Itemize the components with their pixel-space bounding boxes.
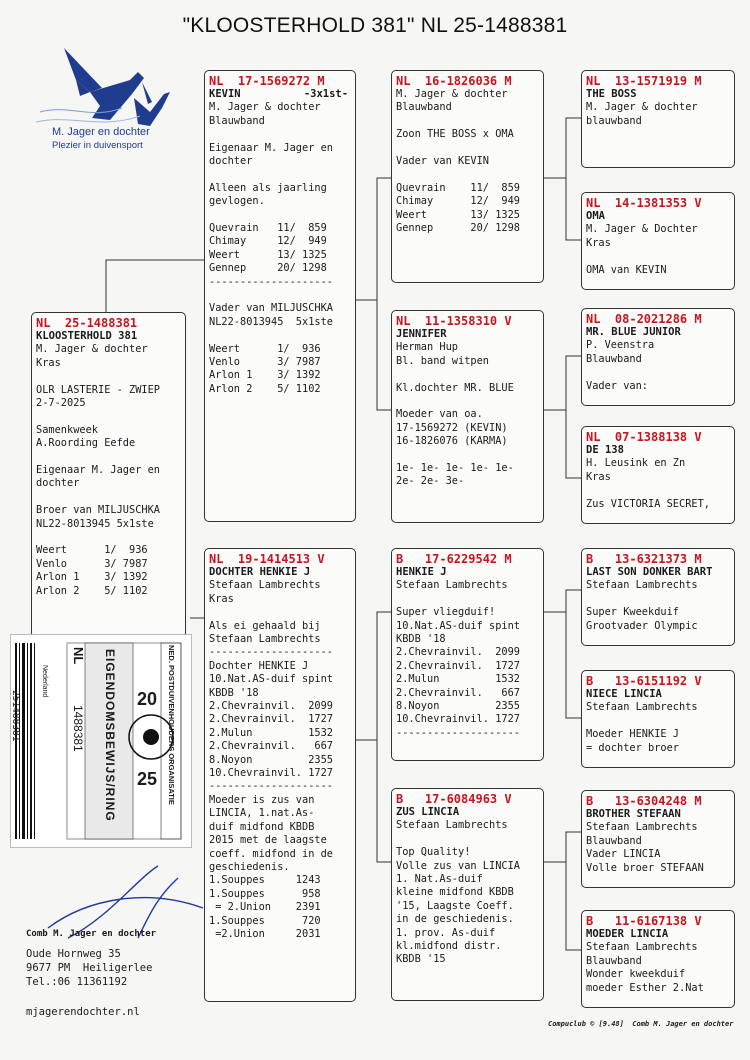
detail-line bbox=[396, 115, 539, 128]
detail-line bbox=[209, 606, 351, 619]
sire-card bbox=[204, 70, 356, 522]
detail-line: LINCIA, 1.nat.As- bbox=[209, 807, 315, 820]
detail-line: Samenkweek bbox=[36, 423, 98, 436]
pigeon-name: KEVIN -3x1st- bbox=[209, 88, 349, 100]
detail-line: 10.Nat.AS-duif spint bbox=[209, 673, 333, 686]
detail-line: = 2.Union 2391 bbox=[209, 901, 321, 914]
website-link[interactable]: mjagerendochter.nl bbox=[26, 1006, 140, 1018]
detail-line bbox=[396, 168, 539, 181]
detail-line: 1. Nat.As-duif bbox=[396, 873, 483, 886]
detail-line: Arlon 2 5/ 1102 bbox=[209, 382, 321, 395]
detail-line: Quevrain 11/ 859 bbox=[209, 222, 327, 235]
pigeon-name: MR. BLUE JUNIOR bbox=[586, 326, 681, 338]
card-year-right: 25 bbox=[137, 769, 158, 789]
footer-credit: Compuclub © [9.48] Comb M. Jager en dochter bbox=[548, 1020, 734, 1028]
detail-line: dochter bbox=[209, 155, 253, 168]
detail-line: Weert 13/ 1325 bbox=[209, 248, 327, 261]
detail-line: 1.Souppes 1243 bbox=[209, 874, 321, 887]
signature-icon bbox=[28, 858, 218, 958]
detail-line bbox=[396, 395, 539, 408]
detail-line: geschiedenis. bbox=[209, 860, 290, 873]
ring-number: NL 14-1381353 V bbox=[586, 196, 702, 210]
subject-card bbox=[31, 312, 186, 638]
subject-ring: NL 25-1488381 bbox=[36, 316, 138, 330]
detail-line bbox=[586, 593, 730, 606]
detail-line: 1.Souppes 720 bbox=[209, 914, 321, 927]
detail-line: A.Roording Eefde bbox=[36, 437, 136, 450]
detail-line: kl.midfond distr. bbox=[396, 940, 502, 953]
detail-line: duif midfond KBDB bbox=[209, 820, 315, 833]
detail-line: Stefaan Lambrechts bbox=[586, 821, 698, 834]
pigeon-name: HENKIE J bbox=[396, 566, 447, 578]
detail-line: Eigenaar M. Jager en bbox=[36, 464, 160, 477]
detail-line: 17-1569272 (KEVIN) bbox=[396, 421, 508, 434]
card-title: EIGENDOMSBEWIJS/RING bbox=[103, 649, 117, 822]
detail-line: Kras bbox=[586, 236, 611, 249]
detail-line bbox=[36, 451, 181, 464]
detail-line: Gennep 20/ 1298 bbox=[209, 262, 327, 275]
detail-line: 10.Chevrainvil. 1727 bbox=[209, 767, 333, 780]
logo-line1: M. Jager en dochter bbox=[52, 126, 150, 138]
detail-line: Stefaan Lambrechts bbox=[209, 633, 321, 646]
detail-line: blauwband bbox=[586, 114, 642, 127]
detail-line: Zoon THE BOSS x OMA bbox=[396, 128, 514, 141]
detail-line: Blauwband bbox=[396, 101, 452, 114]
pigeon-name: NIECE LINCIA bbox=[586, 688, 662, 700]
card-ring-number: 1488381 bbox=[71, 705, 85, 752]
detail-line: Blauwband bbox=[586, 834, 642, 847]
detail-line: Stefaan Lambrechts bbox=[586, 579, 698, 592]
detail-line: Venlo 3/ 7987 bbox=[209, 356, 321, 369]
detail-line: -------------------- bbox=[209, 646, 333, 659]
detail-line: coeff. midfond in de bbox=[209, 847, 333, 860]
detail-line: Gennep 20/ 1298 bbox=[396, 222, 520, 235]
ring-number: NL 13-1571919 M bbox=[586, 74, 702, 88]
detail-line: NL22-8013945 5x1ste bbox=[209, 315, 333, 328]
detail-line: Kl.dochter MR. BLUE bbox=[396, 381, 514, 394]
ring-number: NL 17-1569272 M bbox=[209, 74, 325, 88]
pigeon-name: JENNIFER bbox=[396, 328, 447, 340]
detail-line: 1.Souppes 958 bbox=[209, 887, 321, 900]
ggp-card-2 bbox=[581, 192, 735, 290]
card-full-number: 25148838​1 bbox=[10, 690, 21, 742]
detail-line: Super Kweekduif bbox=[586, 606, 679, 619]
detail-line: Top Quality! bbox=[396, 846, 471, 859]
detail-line: Super vliegduif! bbox=[396, 606, 496, 619]
detail-line: OLR LASTERIE - ZWIEP bbox=[36, 383, 160, 396]
detail-line: Moeder van oa. bbox=[396, 408, 483, 421]
ggp-card-7 bbox=[581, 790, 735, 888]
detail-line: 8.Noyon 2355 bbox=[209, 753, 333, 766]
detail-line: 2.Chevrainvil. 1727 bbox=[209, 713, 333, 726]
detail-line: in de geschiedenis. bbox=[396, 913, 514, 926]
detail-line: Moeder is zus van bbox=[209, 793, 315, 806]
detail-line bbox=[396, 449, 539, 462]
detail-line: =2.Union 2031 bbox=[209, 927, 321, 940]
card-country: NL bbox=[71, 647, 86, 665]
detail-line: Vader van: bbox=[586, 379, 648, 392]
detail-line: KBDB '18 bbox=[209, 686, 259, 699]
detail-line bbox=[586, 366, 730, 379]
detail-line: Bl. band witpen bbox=[396, 354, 489, 367]
detail-line: 10.Chevrainvil. 1727 bbox=[396, 713, 520, 726]
detail-line: Stefaan Lambrechts bbox=[209, 579, 321, 592]
dam-sire-card bbox=[391, 548, 544, 761]
detail-line: 10.Nat.AS-duif spint bbox=[396, 619, 520, 632]
detail-line: 2-7-2025 bbox=[36, 397, 86, 410]
contact-city: 9677 PM Heiligerlee bbox=[26, 962, 153, 974]
ring-number: B 13-6151192 V bbox=[586, 674, 702, 688]
subject-name: KLOOSTERHOLD 381 bbox=[36, 330, 138, 342]
detail-line: Blauwband bbox=[586, 352, 642, 365]
detail-line: Herman Hup bbox=[396, 341, 458, 354]
detail-line: Broer van MILJUSCHKA bbox=[36, 504, 160, 517]
detail-line: Kras bbox=[209, 592, 234, 605]
contact-phone: Tel.:06 11361192 bbox=[26, 976, 128, 988]
detail-line: M. Jager & dochter bbox=[209, 101, 321, 114]
detail-line bbox=[36, 491, 181, 504]
detail-line: -------------------- bbox=[209, 780, 333, 793]
detail-line: Alleen als jaarling bbox=[209, 181, 327, 194]
detail-line: Weert 13/ 1325 bbox=[396, 208, 520, 221]
detail-line bbox=[36, 370, 181, 383]
detail-line: Stefaan Lambrechts bbox=[586, 701, 698, 714]
pigeon-name: ZUS LINCIA bbox=[396, 806, 460, 818]
ring-number: NL 19-1414513 V bbox=[209, 552, 325, 566]
ring-number: NL 08-2021286 M bbox=[586, 312, 702, 326]
detail-line bbox=[209, 168, 351, 181]
detail-line: '15, Laagste Coeff. bbox=[396, 899, 514, 912]
detail-line: 2.Chevrainvil. 667 bbox=[209, 740, 333, 753]
detail-line: M. Jager & dochter bbox=[36, 343, 148, 356]
detail-line: KBDB '18 bbox=[396, 633, 446, 646]
detail-line: Als ei gehaald bij bbox=[209, 619, 321, 632]
detail-line: NL22-8013945 5x1ste bbox=[36, 517, 154, 530]
dam-card bbox=[204, 548, 356, 1002]
ring-number: B 17-6229542 M bbox=[396, 552, 512, 566]
contact-street: Oude Hornweg 35 bbox=[26, 948, 121, 960]
detail-line: 2.Mulun 1532 bbox=[209, 726, 333, 739]
detail-line: M. Jager & dochter bbox=[396, 88, 508, 100]
detail-line: KBDB '15 bbox=[396, 953, 446, 966]
ggp-card-5 bbox=[581, 548, 735, 646]
detail-line: Moeder HENKIE J bbox=[586, 728, 679, 741]
detail-line: Chimay 12/ 949 bbox=[209, 235, 327, 248]
detail-line: Arlon 1 3/ 1392 bbox=[36, 571, 148, 584]
pigeon-name: DE 138 bbox=[586, 444, 624, 456]
detail-line: Wonder kweekduif bbox=[586, 968, 686, 981]
pigeon-name: MOEDER LINCIA bbox=[586, 928, 669, 940]
barcode-icon bbox=[11, 635, 191, 847]
detail-line: Vader van MILJUSCHKA bbox=[209, 302, 333, 315]
pigeon-name: BROTHER STEFAAN bbox=[586, 808, 681, 820]
detail-line: gevlogen. bbox=[209, 195, 265, 208]
logo-line2: Plezier in duivensport bbox=[52, 140, 143, 151]
detail-line: Blauwband bbox=[209, 114, 265, 127]
dam-dam-card bbox=[391, 788, 544, 1001]
detail-line: Venlo 3/ 7987 bbox=[36, 557, 148, 570]
ring-number: B 13-6321373 M bbox=[586, 552, 702, 566]
detail-line: Volle zus van LINCIA bbox=[396, 859, 520, 872]
detail-line: Arlon 1 3/ 1392 bbox=[209, 369, 321, 382]
detail-line: P. Veenstra bbox=[586, 339, 655, 352]
detail-line: 1. prov. As-duif bbox=[396, 926, 496, 939]
detail-line: 2015 met de laagste bbox=[209, 834, 327, 847]
detail-line: Kras bbox=[36, 356, 61, 369]
card-org: NED. POSTDUIVENHOUDERS ORGANISATIE bbox=[167, 645, 176, 805]
ring-number: NL 16-1826036 M bbox=[396, 74, 512, 88]
detail-line: Chimay 12/ 949 bbox=[396, 195, 520, 208]
detail-line: 1e- 1e- 1e- 1e- 1e- bbox=[396, 462, 514, 475]
ggp-card-3 bbox=[581, 308, 735, 406]
ring-number: B 13-6304248 M bbox=[586, 794, 702, 808]
detail-line: 2.Chevrainvil. 2099 bbox=[209, 700, 333, 713]
detail-line: 2.Chevrainvil. 2099 bbox=[396, 646, 520, 659]
detail-line bbox=[209, 209, 351, 222]
detail-line: 2e- 2e- 3e- bbox=[396, 475, 465, 488]
pigeon-name: DOCHTER HENKIE J bbox=[209, 566, 311, 578]
sire-sire-card bbox=[391, 70, 544, 283]
ggp-card-8 bbox=[581, 910, 735, 1008]
detail-line bbox=[586, 715, 730, 728]
detail-line: 2.Mulun 1532 bbox=[396, 673, 520, 686]
detail-line: Vader van KEVIN bbox=[396, 155, 489, 167]
ggp-card-6 bbox=[581, 670, 735, 768]
detail-line: kleine midfond KBDB bbox=[396, 886, 514, 899]
ggp-card-4 bbox=[581, 426, 735, 524]
detail-line: Stefaan Lambrechts bbox=[396, 579, 508, 592]
detail-line bbox=[586, 250, 730, 263]
detail-line: 2.Chevrainvil. 667 bbox=[396, 686, 520, 699]
subject-details bbox=[36, 343, 181, 598]
detail-line bbox=[209, 289, 351, 302]
detail-line: 2.Chevrainvil. 1727 bbox=[396, 659, 520, 672]
detail-line bbox=[396, 833, 539, 846]
detail-line: Eigenaar M. Jager en bbox=[209, 141, 333, 154]
page-title: "KLOOSTERHOLD 381" NL 25-1488381 bbox=[182, 14, 568, 37]
ggp-card-1 bbox=[581, 70, 735, 168]
ring-number: B 11-6167138 V bbox=[586, 914, 702, 928]
ring-number: NL 07-1388138 V bbox=[586, 430, 702, 444]
detail-line: Vader LINCIA bbox=[586, 848, 661, 861]
card-year-left: 20 bbox=[137, 689, 158, 709]
detail-line bbox=[209, 128, 351, 141]
detail-line: Quevrain 11/ 859 bbox=[396, 181, 520, 194]
pigeon-name: THE BOSS bbox=[586, 88, 637, 100]
detail-line: Stefaan Lambrechts bbox=[396, 819, 508, 832]
detail-line bbox=[586, 484, 730, 497]
detail-line: Blauwband bbox=[586, 954, 642, 967]
ring-number: NL 11-1358310 V bbox=[396, 314, 512, 328]
detail-line: Weert 1/ 936 bbox=[36, 544, 148, 557]
detail-line bbox=[36, 531, 181, 544]
detail-line: -------------------- bbox=[396, 726, 520, 739]
detail-line: = dochter broer bbox=[586, 741, 679, 754]
detail-line: -------------------- bbox=[209, 275, 333, 288]
sire-dam-card bbox=[391, 310, 544, 523]
detail-line: Stefaan Lambrechts bbox=[586, 941, 698, 954]
detail-line: Volle broer STEFAAN bbox=[586, 861, 704, 874]
ownership-card bbox=[10, 634, 192, 848]
detail-line: Grootvader Olympic bbox=[586, 619, 698, 632]
detail-line: Kras bbox=[586, 470, 611, 483]
detail-line bbox=[36, 410, 181, 423]
detail-line: dochter bbox=[36, 477, 80, 490]
ring-number: B 17-6084963 V bbox=[396, 792, 512, 806]
detail-line: 8.Noyon 2355 bbox=[396, 700, 520, 713]
detail-line: moeder Esther 2.Nat bbox=[586, 981, 704, 994]
detail-line: Weert 1/ 936 bbox=[209, 342, 321, 355]
pigeon-name: LAST SON DONKER BART bbox=[586, 566, 713, 578]
detail-line bbox=[396, 368, 539, 381]
contact-name: Comb M. Jager en dochter bbox=[26, 929, 157, 939]
card-side: Nederland bbox=[41, 665, 48, 698]
detail-line: M. Jager & dochter bbox=[586, 101, 698, 114]
detail-line: Arlon 2 5/ 1102 bbox=[36, 584, 148, 597]
detail-line bbox=[209, 329, 351, 342]
pigeon-name: OMA bbox=[586, 210, 605, 222]
detail-line: OMA van KEVIN bbox=[586, 263, 667, 276]
detail-line: Zus VICTORIA SECRET, bbox=[586, 497, 710, 510]
detail-line bbox=[396, 142, 539, 155]
detail-line: 16-1826076 (KARMA) bbox=[396, 435, 508, 448]
detail-line: Dochter HENKIE J bbox=[209, 659, 309, 672]
detail-line bbox=[396, 593, 539, 606]
detail-line: M. Jager & Dochter bbox=[586, 223, 698, 236]
detail-line: H. Leusink en Zn bbox=[586, 457, 686, 470]
